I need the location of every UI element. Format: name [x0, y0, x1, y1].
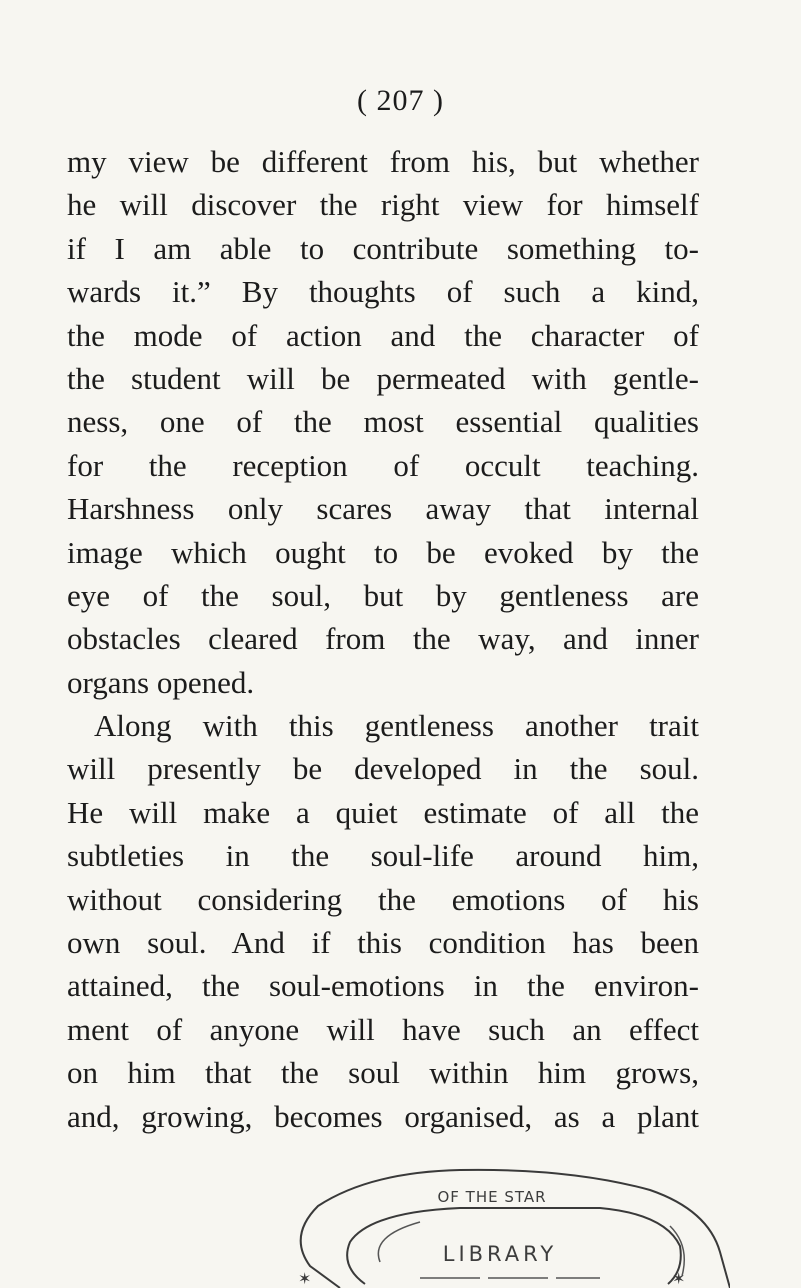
- text-line: will presently be developed in the soul.: [67, 751, 699, 787]
- text-line: without considering the emotions of his: [67, 881, 699, 917]
- text-line: if I am able to contribute something to-: [67, 230, 699, 266]
- text-line: attained, the soul-emotions in the environ-: [67, 968, 699, 1004]
- text-line: image which ought to be evoked by the: [67, 534, 699, 570]
- svg-text:✶: ✶: [298, 1269, 312, 1288]
- text-line: own soul. And if this condition has been: [67, 925, 699, 961]
- text-line: organs opened.: [67, 664, 255, 700]
- text-line: eye of the soul, but by gentleness are: [67, 577, 699, 613]
- text-line: he will discover the right view for himself: [67, 187, 699, 223]
- library-stamp: [270, 1166, 730, 1288]
- text-line: my view be different from his, but whether: [67, 144, 699, 179]
- text-line: He will make a quiet estimate of all the: [67, 794, 699, 830]
- text-line: and, growing, becomes organised, as a plant: [67, 1098, 699, 1134]
- text-line: ment of anyone will have such an effect: [67, 1011, 699, 1047]
- text-line: the student will be permeated with gentle-: [67, 360, 699, 396]
- svg-text:✶: ✶: [672, 1269, 686, 1288]
- stamp-library-text: LIBRARY: [442, 1242, 558, 1266]
- text-line: wards it.” By thoughts of such a kind,: [67, 274, 699, 310]
- text-line: Along with this gentleness another trait: [94, 708, 699, 744]
- paragraph: [67, 704, 699, 1138]
- paragraph: [67, 140, 699, 704]
- text-line: subtleties in the soul-life around him,: [67, 838, 699, 874]
- stamp-arc-text: OF THE STAR: [437, 1188, 547, 1206]
- text-line: on him that the soul within him grows,: [67, 1055, 699, 1091]
- text-line: ness, one of the most essential qualities: [67, 404, 699, 440]
- page-number: ( 207 ): [357, 84, 444, 117]
- stamp-border-icon: [270, 1166, 730, 1288]
- text-line: the mode of action and the character of: [67, 317, 699, 353]
- text-line: Harshness only scares away that internal: [67, 491, 699, 527]
- text-line: for the reception of occult teaching.: [67, 447, 699, 483]
- text-line: obstacles cleared from the way, and inner: [67, 621, 699, 657]
- body-text: [67, 140, 699, 1138]
